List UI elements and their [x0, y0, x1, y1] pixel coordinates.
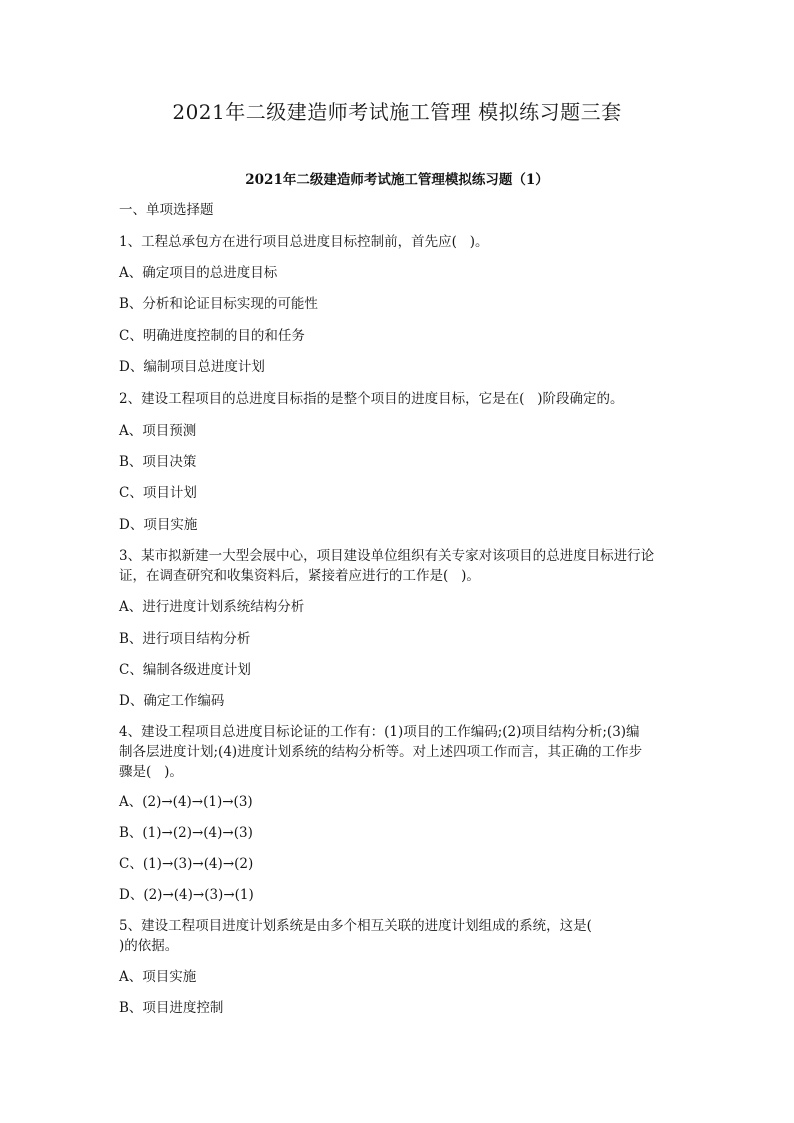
question-3-line-2: 证，在调查研究和收集资料后，紧接着应进行的工作是( )。 — [119, 568, 480, 584]
option-3b: B、进行项目结构分析 — [119, 631, 251, 647]
question-4-line-1: 4、建设工程项目总进度目标论证的工作有：(1)项目的工作编码;(2)项目结构分析;(3)编 — [119, 724, 640, 740]
option-3d: D、确定工作编码 — [119, 693, 225, 709]
question-5-line-1: 5、建设工程项目进度计划系统是由多个相互关联的进度计划组成的系统，这是( — [119, 918, 592, 934]
option-3a: A、进行进度计划系统结构分析 — [119, 599, 305, 615]
option-1c: C、明确进度控制的目的和任务 — [119, 328, 305, 344]
option-4d: D、(2)→(4)→(3)→(1) — [119, 887, 254, 903]
exercise-subtitle: 2021年二级建造师考试施工管理模拟练习题（1） — [245, 172, 549, 188]
option-2a: A、项目预测 — [119, 423, 197, 439]
option-2b: B、项目决策 — [119, 454, 197, 470]
question-2: 2、建设工程项目的总进度目标指的是整个项目的进度目标，它是在( )阶段确定的。 — [119, 391, 624, 407]
question-4-line-3: 骤是( )。 — [119, 764, 183, 780]
option-5b: B、项目进度控制 — [119, 1000, 224, 1016]
option-2c: C、项目计划 — [119, 485, 197, 501]
option-1b: B、分析和论证目标实现的可能性 — [119, 296, 318, 312]
option-4a: A、(2)→(4)→(1)→(3) — [119, 794, 253, 810]
question-1: 1、工程总承包方在进行项目总进度目标控制前，首先应( )。 — [119, 234, 489, 250]
question-4-line-2: 制各层进度计划;(4)进度计划系统的结构分析等。对上述四项工作而言，其正确的工作步 — [119, 744, 643, 760]
question-5-line-2: )的依据。 — [119, 938, 179, 954]
option-3c: C、编制各级进度计划 — [119, 662, 251, 678]
option-4c: C、(1)→(3)→(4)→(2) — [119, 856, 254, 872]
question-3-line-1: 3、某市拟新建一大型会展中心，项目建设单位组织有关专家对该项目的总进度目标进行论 — [119, 548, 655, 564]
option-5a: A、项目实施 — [119, 969, 197, 985]
document-title: 2021年二级建造师考试施工管理 模拟练习题三套 — [172, 100, 622, 124]
option-1a: A、确定项目的总进度目标 — [119, 265, 278, 281]
option-4b: B、(1)→(2)→(4)→(3) — [119, 825, 253, 841]
option-1d: D、编制项目总进度计划 — [119, 359, 265, 375]
section-heading: 一、单项选择题 — [119, 202, 214, 218]
option-2d: D、项目实施 — [119, 517, 198, 533]
